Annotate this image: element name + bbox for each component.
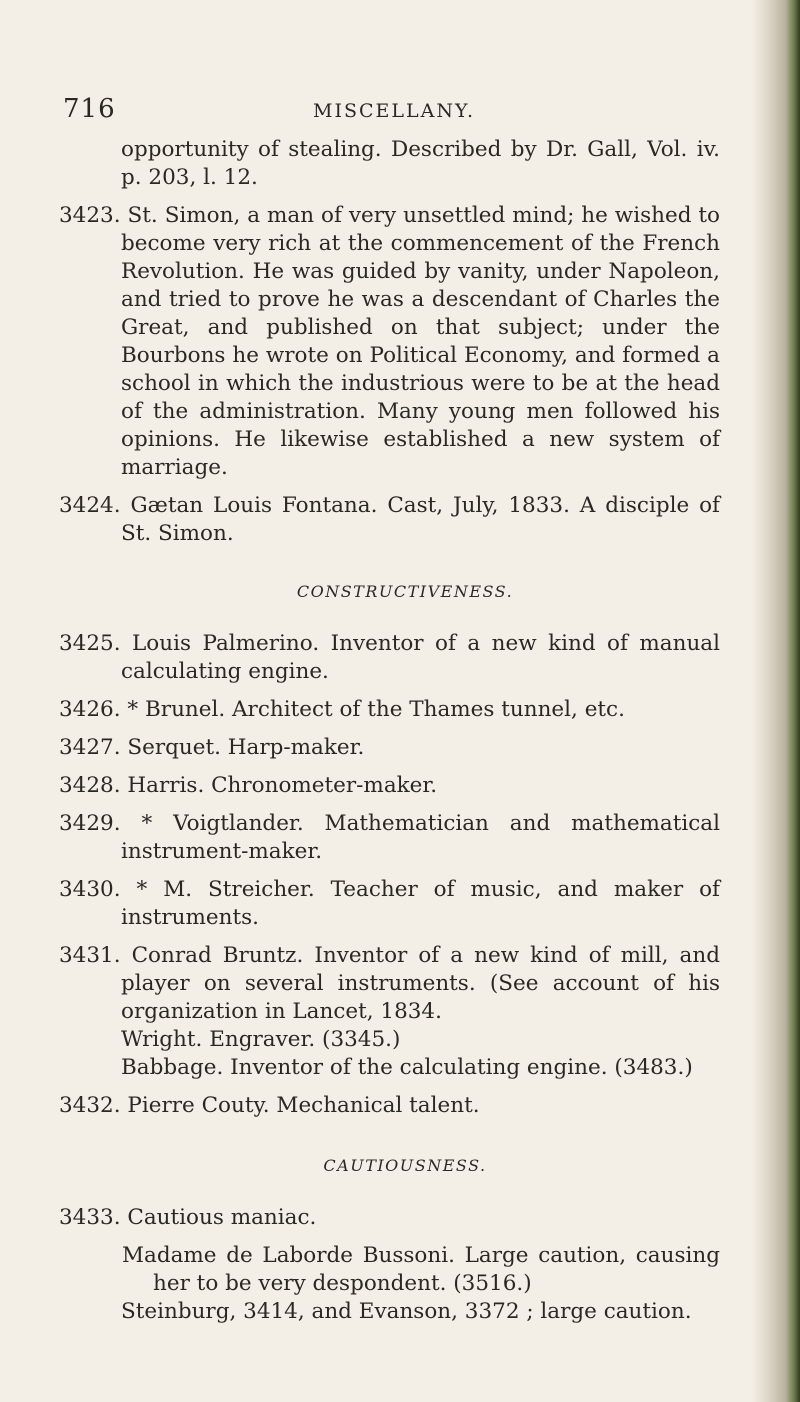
entry-text: Gætan Louis Fontana. Cast, July, 1833. A disciple of St. Simon. — [121, 493, 720, 546]
entry-number: 3431. — [59, 943, 121, 968]
entry-3426 — [59, 696, 720, 724]
entry-text: Wright. Engraver. (3345.) — [121, 1027, 401, 1052]
entry-text: Cautious maniac. — [127, 1205, 317, 1230]
entry-3427 — [59, 734, 720, 762]
section-heading-cautiousness: CAUTIOUSNESS. — [323, 1156, 487, 1175]
page-body — [59, 136, 720, 1326]
running-title: MISCELLANY. — [313, 100, 476, 122]
entry-text: Pierre Couty. Mechanical talent. — [127, 1093, 480, 1118]
entry-babbage — [90, 1054, 720, 1082]
entry-number: 3432. — [59, 1093, 121, 1118]
entry-steinburg — [90, 1298, 720, 1326]
entry-text: Madame de Laborde Bussoni. Large caution, causing her to be very despondent. (3516.) — [122, 1243, 720, 1296]
entry-text: Louis Palmerino. Inventor of a new kind of manual calculating engine. — [121, 631, 720, 684]
entry-3430 — [59, 876, 720, 932]
entry-3428 — [59, 772, 720, 800]
entry-number: 3430. — [59, 877, 121, 902]
entry-text: Conrad Bruntz. Inventor of a new kind of mill, and player on several instruments. (See account of his organization in Lancet, 1834. — [121, 943, 720, 1024]
continued-entry — [90, 136, 720, 192]
entry-text: St. Simon, a man of very unsettled mind; he wished to become very rich at the commencement of the French Revolution. He was guided by vanity, under Napoleon, and tried to prove he was a descendant of Charles the Great, and published on that subject; under the Bourbons he wrote on Political Economy, and formed a school in which the industrious were to be at the head of the administration. Many young men followed his opinions. He likewise established a new system of marriage. — [121, 203, 720, 480]
entry-text: opportunity of stealing. Described by Dr. Gall, Vol. iv. p. 203, l. 12. — [121, 137, 720, 190]
entry-3424 — [59, 492, 720, 548]
entry-3425 — [59, 630, 720, 686]
entry-number: 3423. — [59, 203, 121, 228]
entry-text: Babbage. Inventor of the calculating engine. (3483.) — [121, 1055, 693, 1080]
entry-laborde — [90, 1242, 720, 1298]
entry-3432 — [59, 1092, 720, 1120]
section-heading-constructiveness: CONSTRUCTIVENESS. — [296, 582, 514, 601]
entry-text: Serquet. Harp-maker. — [127, 735, 365, 760]
entry-text: Harris. Chronometer-maker. — [127, 773, 438, 798]
entry-text: * M. Streicher. Teacher of music, and maker of instruments. — [121, 877, 720, 930]
entry-text: * Brunel. Architect of the Thames tunnel, etc. — [127, 697, 625, 722]
entry-3423 — [59, 202, 720, 482]
page-edge-binding — [752, 0, 800, 1402]
entry-3433 — [59, 1204, 720, 1232]
entry-number: 3424. — [59, 493, 121, 518]
entry-number: 3428. — [59, 773, 121, 798]
entry-text: Steinburg, 3414, and Evanson, 3372 ; large caution. — [121, 1299, 692, 1324]
page-number: 716 — [63, 94, 116, 124]
entry-wright — [90, 1026, 720, 1054]
entry-text: * Voigtlander. Mathematician and mathematical instrument-maker. — [121, 811, 720, 864]
entry-number: 3425. — [59, 631, 121, 656]
entry-number: 3426. — [59, 697, 121, 722]
page-header — [63, 94, 763, 134]
entry-number: 3429. — [59, 811, 121, 836]
entry-number: 3427. — [59, 735, 121, 760]
entry-3429 — [59, 810, 720, 866]
entry-3431 — [59, 942, 720, 1026]
entry-number: 3433. — [59, 1205, 121, 1230]
